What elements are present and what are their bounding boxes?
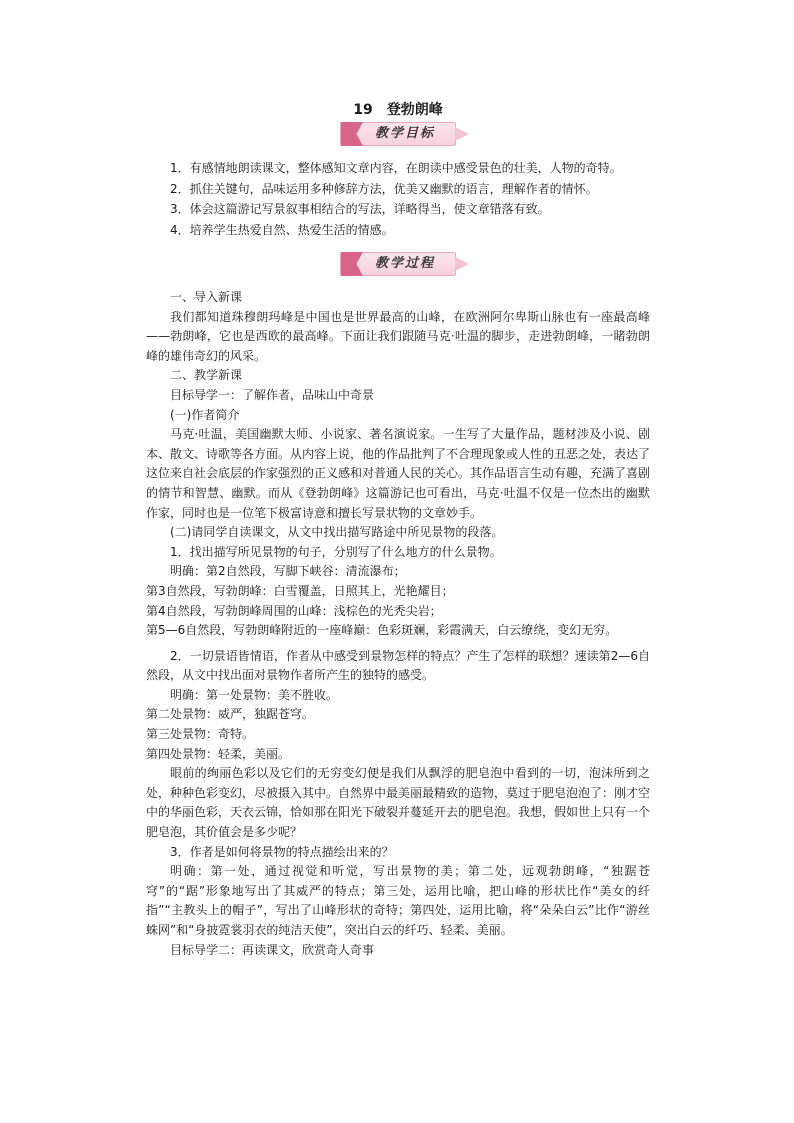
banner-tail-icon xyxy=(455,127,469,141)
answer-line: 明确：第2自然段，写脚下峡谷：清流瀑布； xyxy=(170,564,406,579)
section-heading: 一、导入新课 xyxy=(170,290,243,304)
goal-item: 1．有感情地朗读课文，整体感知文章内容，在朗读中感受景色的壮美，人物的奇特。 xyxy=(170,161,622,175)
section-heading: 二、教学新课 xyxy=(170,368,243,383)
subsection-heading: (一)作者简介 xyxy=(170,407,240,422)
question: 3．作者是如何将景物的特点描绘出来的？ xyxy=(170,844,394,859)
answer-line: 第4自然段，写勃朗峰周围的山峰：浅棕色的光秃尖岩； xyxy=(146,603,442,618)
teaching-process-banner-wrap xyxy=(146,252,650,280)
question: 2．一切景语皆情语，作者从中感受到景物怎样的特点？产生了怎样的联想？速读第2—6自然段，从文中找出面对景物作者所产生的独特的感受。 xyxy=(146,648,650,683)
paragraph: 我们都知道珠穆朗玛峰是中国也是世界最高的山峰，在欧洲阿尔卑斯山脉也有一座最高峰——勃朗峰，它也是西欧的最高峰。下面让我们跟随马克·吐温的脚步，走进勃朗峰，一睹勃朗峰的雄伟奇幻的风采。 xyxy=(146,309,650,363)
teaching-process-banner xyxy=(340,252,456,276)
goal-item: 2．抓住关键句，品味运用多种修辞方法，优美又幽默的语言，理解作者的情怀。 xyxy=(170,181,598,196)
paragraph: 马克·吐温，美国幽默大师、小说家、著名演说家。一生写了大量作品，题材涉及小说、剧本、散文、诗歌等各方面。从内容上说，他的作品批判了不合理现象或人性的丑恶之处，表达了这位来自社会底层的作家强烈的正义感和对普通人民的关心。其作品语言生动有趣，充满了喜剧的情节和智慧、幽默。而从《登勃朗峰》这篇游记也可看出，马克·吐温不仅是一位杰出的幽默作家，同时也是一位笔下极富诗意和擅长写景状物的文章妙手。 xyxy=(146,427,651,520)
goal-item: 3．体会这篇游记写景叙事相结合的写法，详略得当，使文章错落有致。 xyxy=(170,202,550,216)
subsection-heading: 目标导学二：再读课文，欣赏奇人奇事 xyxy=(170,942,375,957)
answer-line: 第三处景物：奇特。 xyxy=(146,727,255,742)
teaching-process-body xyxy=(146,288,650,960)
goal-item: 4．培养学生热爱自然、热爱生活的情感。 xyxy=(170,222,394,237)
teaching-goals-banner xyxy=(340,122,456,146)
paragraph: (二)请同学自读课文，从文中找出描写路途中所见景物的段落。 xyxy=(170,525,504,540)
teaching-process-heading: 教学过程 xyxy=(374,256,435,271)
teaching-goals-heading: 教学目标 xyxy=(374,126,435,141)
answer-line: 第3自然段，写勃朗峰：白雪覆盖，日照其上，光艳耀目； xyxy=(146,583,454,598)
banner-flag-icon xyxy=(341,122,363,146)
lesson-title: 19 登勃朗峰 xyxy=(353,102,443,118)
teaching-goals-banner-wrap xyxy=(146,122,650,150)
answer-line: 第5—6自然段，写勃朗峰附近的一座峰巅：色彩斑斓，彩霞满天，白云缭绕，变幻无穷。 xyxy=(146,623,618,638)
answer-line: 明确：第一处景物：美不胜收。 xyxy=(170,687,339,702)
teaching-goals-list xyxy=(146,158,650,240)
banner-tail-icon xyxy=(455,257,469,271)
answer-line: 第二处景物：威严，独踞苍穹。 xyxy=(146,707,315,722)
answer-line: 明确：第一处，通过视觉和听觉，写出景物的美；第二处，远观勃朗峰，“独踞苍穹”的“踞”形象地写出了其威严的特点；第三处，运用比喻，把山峰的形状比作“美女的纤指”“主教头上的帽子”，写出了山峰形状的奇特；第四处，运用比喻，将“朵朵白云”比作“游丝蛛网”和“身披霓裳羽衣的纯洁天使”，突出白云的纤巧、轻柔、美丽。 xyxy=(146,864,650,937)
paragraph: 眼前的绚丽色彩以及它们的无穷变幻便是我们从飘浮的肥皂泡中看到的一切，泡沫所到之处，种种色彩变幻，尽被摄入其中。自然界中最美丽最精致的造物，莫过于肥皂泡泡了：刚才空中的华丽色彩，天衣云锦，恰如那在阳光下破裂并蔓延开去的肥皂泡。我想，假如世上只有一个肥皂泡，其价值会是多少呢？ xyxy=(146,766,651,840)
banner-flag-icon xyxy=(341,252,363,276)
answer-line: 第四处景物：轻柔，美丽。 xyxy=(146,746,291,761)
lesson-plan-content xyxy=(146,100,650,960)
question: 1．找出描写所见景物的句子，分别写了什么地方的什么景物。 xyxy=(170,544,502,559)
subsection-heading: 目标导学一：了解作者，品味山中奇景 xyxy=(170,387,375,402)
